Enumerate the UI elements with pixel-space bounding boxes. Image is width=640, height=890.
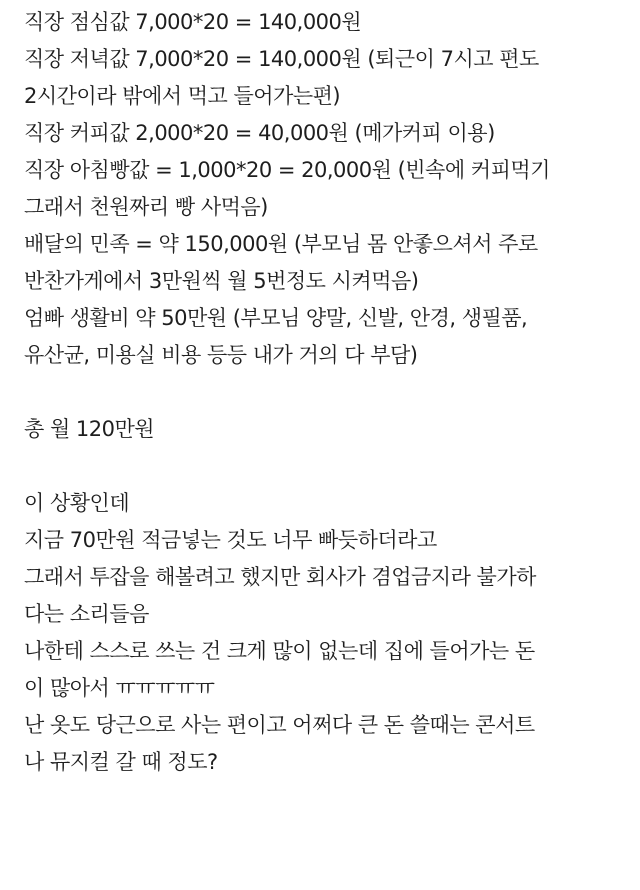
text-line-parents-allowance: 엄빠 생활비 약 50만원 (부모님 양말, 신발, 안경, 생필품, [24,306,528,330]
text-line-spending: 나한테 스스로 쓰는 건 크게 많이 없는데 집에 들어가는 돈 [24,639,535,663]
text-line-spending-cont: 이 많아서 ㅠㅠㅠㅠㅠ [24,676,215,700]
post-body [24,4,624,781]
text-line-clothes: 난 옷도 당근으로 사는 편이고 어쩌다 큰 돈 쓸때는 콘서트 [24,713,535,737]
text-line-breakfast-cost: 직장 아침빵값 = 1,000*20 = 20,000원 (빈속에 커피먹기 [24,158,550,182]
text-line-parents-note: 유산균, 미용실 비용 등등 내가 거의 다 부담) [24,343,418,367]
text-line-dinner-note: 2시간이라 밖에서 먹고 들어가는편) [24,84,341,108]
text-line-coffee-cost: 직장 커피값 2,000*20 = 40,000원 (메가커피 이용) [24,121,495,145]
text-line-situation: 이 상황인데 [24,491,130,515]
blank-line [24,374,624,411]
text-line-delivery-cost: 배달의 민족 = 약 150,000원 (부모님 몸 안좋으셔서 주로 [24,232,538,256]
text-line-clothes-cont: 나 뮤지컬 갈 때 정도? [24,750,218,774]
text-line-breakfast-note: 그래서 천원짜리 빵 사먹음) [24,195,268,219]
text-line-lunch-cost: 직장 점심값 7,000*20 = 140,000원 [24,10,362,34]
text-line-side-job-cont: 다는 소리들음 [24,602,149,626]
text-line-dinner-cost: 직장 저녁값 7,000*20 = 140,000원 (퇴근이 7시고 편도 [24,47,539,71]
text-line-monthly-total: 총 월 120만원 [24,417,155,441]
text-line-side-job: 그래서 투잡을 해볼려고 했지만 회사가 겸업금지라 불가하 [24,565,536,589]
text-line-savings: 지금 70만원 적금넣는 것도 너무 빠듯하더라고 [24,528,437,552]
text-line-delivery-note: 반찬가게에서 3만원씩 월 5번정도 시켜먹음) [24,269,419,293]
blank-line [24,448,624,485]
